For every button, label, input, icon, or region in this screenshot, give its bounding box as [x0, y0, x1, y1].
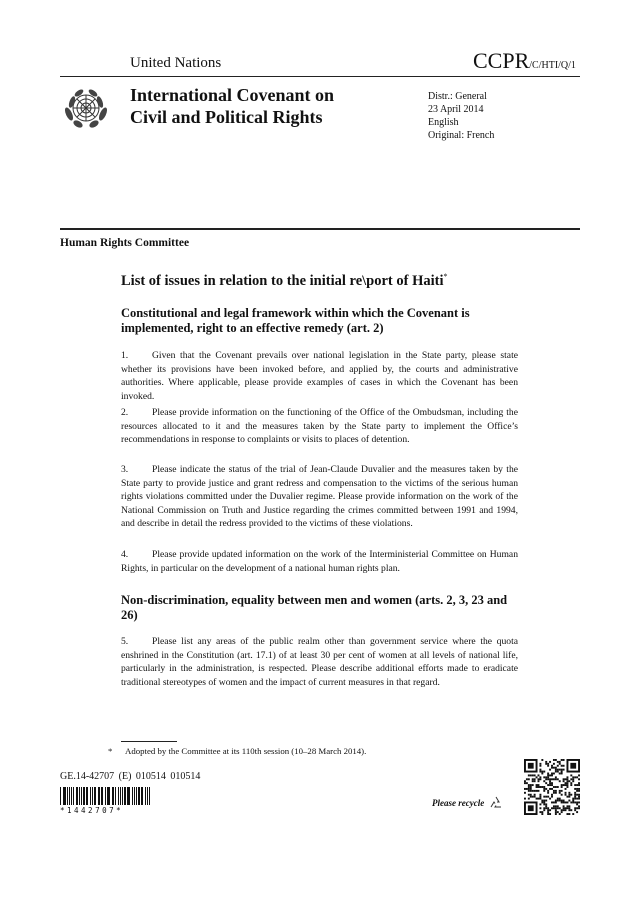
paragraph-2 [121, 406, 518, 447]
date-line: 23 April 2014 [428, 104, 484, 115]
paragraph-number: 3. [121, 464, 129, 475]
paragraph-text: Please provide updated information on the work of the Interministerial Committee on Human Rights, in particular on the development of a national human rights plan. [121, 549, 518, 574]
covenant-title [130, 84, 334, 128]
symbol-main: CCPR [473, 48, 530, 73]
paragraph-number: 4. [121, 549, 129, 560]
un-emblem-icon [62, 84, 110, 132]
header-rule [60, 76, 580, 77]
barcode [60, 787, 152, 805]
footnote-text: Adopted by the Committee at its 110th session (10–28 March 2014). [125, 746, 367, 756]
paragraph-3 [121, 463, 518, 531]
covenant-title-line2: Civil and Political Rights [130, 107, 323, 127]
paragraph-number: 5. [121, 636, 129, 647]
document-title [121, 272, 447, 290]
section-heading-2: Non-discrimination, equality between men and women (arts. 2, 3, 23 and 26) [121, 593, 508, 622]
language-line: English [428, 117, 459, 128]
paragraph-4 [121, 548, 518, 575]
document-symbol [473, 48, 576, 74]
paragraph-number: 1. [121, 350, 129, 361]
document-title-text: List of issues in relation to the initial re\port of Haiti [121, 272, 444, 289]
footnote-rule [121, 741, 177, 742]
paragraph-text: Please provide information on the functioning of the Office of the Ombudsman, including the resources allocated to it and the measures taken by the State party to implement the Office’s recommendations in response to complaints or visits to places of detention. [121, 407, 518, 446]
recycle-text: Please recycle [432, 798, 485, 808]
paragraph-number: 2. [121, 407, 129, 418]
recycle-notice [432, 795, 504, 811]
symbol-suffix: /C/HTI/Q/1 [529, 60, 576, 71]
qr-code-icon [524, 759, 580, 815]
recycle-icon [488, 795, 504, 811]
distribution-info [428, 90, 494, 142]
distr-line: Distr.: General [428, 91, 487, 102]
paragraph-text: Given that the Covenant prevails over national legislation in the State party, please state whether its provisions have been invoked before, and applied by, the courts and administrative authorities. Where applicable, please provide examples of cases in which the Covenant has been invoked. [121, 350, 518, 402]
footnote-marker: * [108, 746, 113, 756]
paragraph-text: Please list any areas of the public realm other than government service where the quota enshrined in the Constitution (art. 17.1) of at least 30 per cent of women at all levels of national life, particularly in the administration, is respected. Please describe additional efforts made to eradicate traditional stereotypes of women and the impact of current measures in that regard. [121, 636, 518, 688]
header-thick-rule [60, 228, 580, 230]
footnote [108, 746, 366, 756]
paragraph-1 [121, 349, 518, 403]
paragraph-text: Please indicate the status of the trial of Jean-Claude Duvalier and the measures taken by the State party to provide justice and grant redress and compensation to the victims of the serious human rights violations committed under the Duvalier regime. Please provide information on the work of the National Commission on Truth and Justice regarding the crimes committed between 1991 and 1994, and describe in detail the redress provided to the victims of these violations. [121, 464, 518, 530]
barcode-text: *1442707* [60, 806, 124, 815]
ge-number: GE.14-42707 (E) 010514 010514 [60, 771, 201, 782]
section-heading-1: Constitutional and legal framework within which the Covenant is implemented, right to an effective remedy (art. 2) [121, 306, 470, 335]
covenant-title-line1: International Covenant on [130, 85, 335, 105]
paragraph-5 [121, 635, 518, 689]
original-line: Original: French [428, 130, 495, 141]
committee-name: Human Rights Committee [60, 237, 190, 249]
title-footnote-marker: * [443, 272, 448, 281]
org-name: United Nations [130, 55, 222, 71]
